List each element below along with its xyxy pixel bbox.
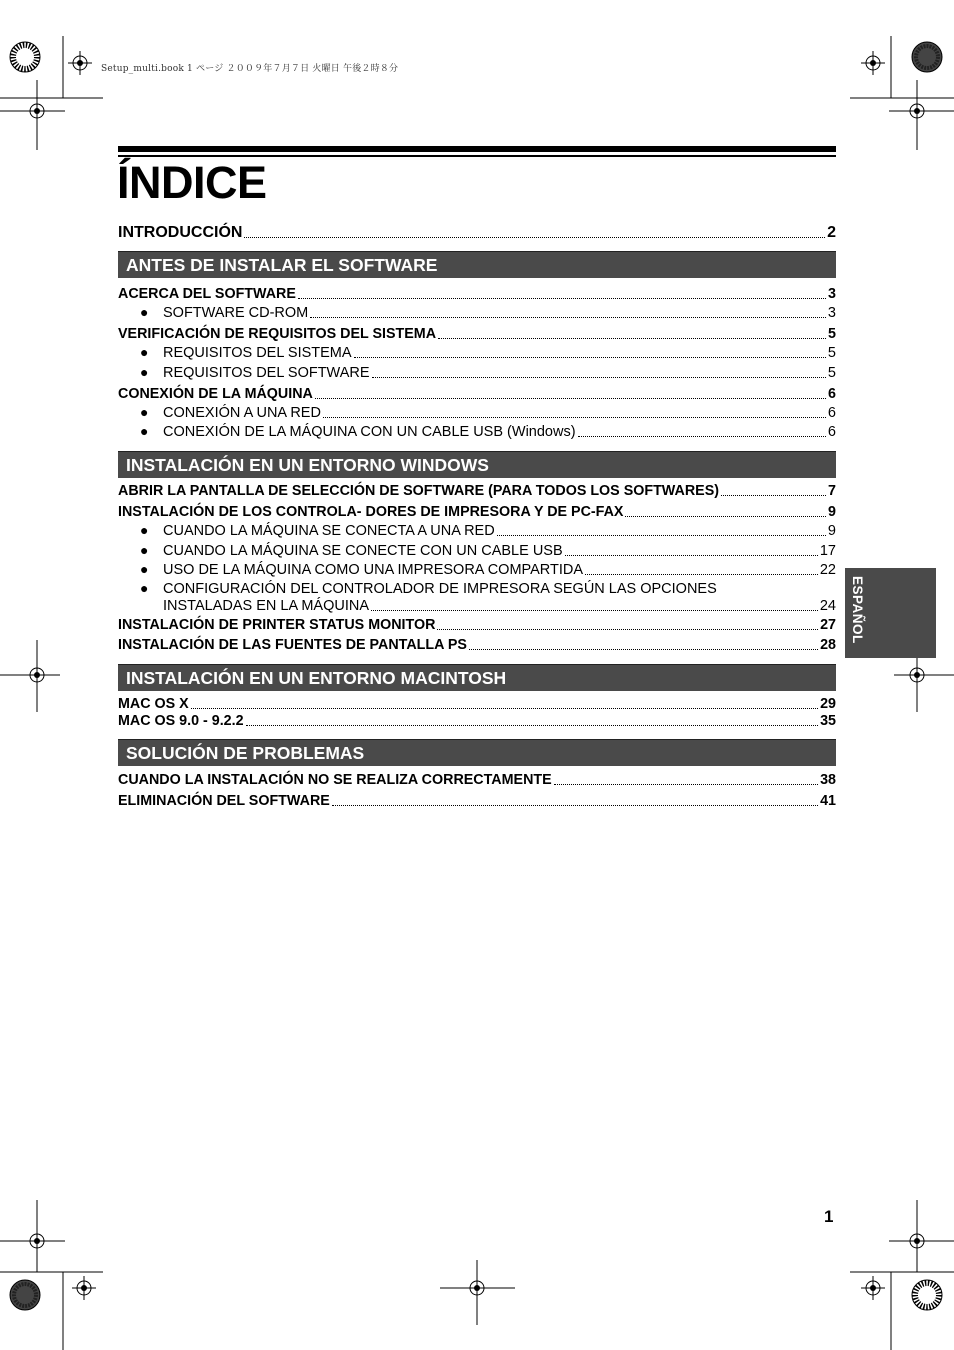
toc-entry[interactable] xyxy=(118,793,836,810)
toc-entry-label: CONEXIÓN DE LA MÁQUINA CON UN CABLE USB (Windows) xyxy=(163,424,576,440)
section-title: ANTES DE INSTALAR EL SOFTWARE xyxy=(126,255,438,275)
toc-entry-label: SOFTWARE CD-ROM xyxy=(163,305,309,321)
toc-entry-label: ELIMINACIÓN DEL SOFTWARE xyxy=(118,793,330,809)
toc-entry[interactable] xyxy=(118,696,836,713)
toc-entry-label: VERIFICACIÓN DE REQUISITOS DEL SISTEMA xyxy=(118,326,437,342)
toc-subentry[interactable] xyxy=(118,423,836,441)
toc-page-number: 29 xyxy=(820,696,836,712)
toc-page-number: 2 xyxy=(827,224,836,241)
toc-entry-label: MAC OS 9.0 - 9.2.2 xyxy=(118,713,244,729)
section-header xyxy=(118,451,836,478)
section-header xyxy=(118,251,836,278)
toc-subentry[interactable] xyxy=(118,542,836,560)
leader-dots xyxy=(578,436,826,437)
toc-subentry[interactable] xyxy=(118,344,836,362)
toc-page-number: 5 xyxy=(827,365,836,381)
leader-dots xyxy=(323,417,826,418)
toc-entry[interactable] xyxy=(118,286,836,303)
toc-page-number: 38 xyxy=(820,772,836,788)
leader-dots xyxy=(438,338,826,339)
leader-dots xyxy=(565,555,818,556)
toc-entry[interactable] xyxy=(118,326,836,343)
leader-dots xyxy=(244,237,825,238)
bullet-icon: ● xyxy=(140,542,149,558)
page-title: ÍNDICE xyxy=(117,157,267,208)
toc-subentry[interactable] xyxy=(118,522,836,540)
toc-entry-label: CUANDO LA MÁQUINA SE CONECTE CON UN CABLE USB xyxy=(163,543,563,559)
toc-entry[interactable] xyxy=(118,504,836,521)
leader-dots xyxy=(310,317,826,318)
leader-dots xyxy=(191,708,818,709)
leader-dots xyxy=(372,377,826,378)
bullet-icon: ● xyxy=(140,344,149,360)
toc-subentry-firstline[interactable] xyxy=(118,580,836,598)
toc-page-number: 3 xyxy=(828,286,836,302)
toc-page-number: 22 xyxy=(819,562,836,578)
toc-page-number: 41 xyxy=(820,793,836,809)
toc-entry[interactable] xyxy=(118,483,836,500)
toc-entry[interactable] xyxy=(118,617,836,634)
toc-page-number: 5 xyxy=(827,345,836,361)
language-tab-label: ESPAÑOL xyxy=(850,576,865,644)
toc-subentry[interactable] xyxy=(118,561,836,579)
toc-entry-label: MAC OS X xyxy=(118,696,189,712)
toc-page-number: 27 xyxy=(820,617,836,633)
toc-entry[interactable] xyxy=(118,772,836,789)
toc-page-number: 7 xyxy=(828,483,836,499)
bullet-icon: ● xyxy=(140,522,149,538)
leader-dots xyxy=(721,495,826,496)
toc-entry-label: INSTALACIÓN DE LAS FUENTES DE PANTALLA PS xyxy=(118,637,467,653)
bullet-icon: ● xyxy=(140,364,149,380)
toc-page-number: 6 xyxy=(827,424,836,440)
toc-subentry[interactable] xyxy=(118,364,836,382)
toc-page-number: 35 xyxy=(820,713,836,729)
toc-page-number: 6 xyxy=(828,386,836,402)
toc-page-number: 17 xyxy=(819,543,836,559)
section-title: SOLUCIÓN DE PROBLEMAS xyxy=(126,743,365,763)
toc-entry[interactable] xyxy=(118,713,836,730)
toc-entry-introduccion[interactable] xyxy=(118,223,836,242)
toc-page-number: 5 xyxy=(828,326,836,342)
toc-entry-label: INSTALACIÓN DE PRINTER STATUS MONITOR xyxy=(118,617,436,633)
leader-dots xyxy=(625,516,826,517)
toc-page-number: 9 xyxy=(827,523,836,539)
toc-entry-label: CONFIGURACIÓN DEL CONTROLADOR DE IMPRESORA SEGÚN LAS OPCIONES xyxy=(163,581,717,597)
toc-entry-label: USO DE LA MÁQUINA COMO UNA IMPRESORA COMPARTIDA xyxy=(163,562,584,578)
leader-dots xyxy=(469,649,818,650)
toc-page-number: 3 xyxy=(827,305,836,321)
toc-entry-label: INTRODUCCIÓN xyxy=(118,224,243,241)
bullet-icon: ● xyxy=(140,561,149,577)
bullet-icon: ● xyxy=(140,423,149,439)
toc-page-number: 24 xyxy=(819,598,836,614)
toc-page-number: 28 xyxy=(820,637,836,653)
bullet-icon: ● xyxy=(140,404,149,420)
toc-entry-label: INSTALACIÓN DE LOS CONTROLA- DORES DE IMPRESORA Y DE PC-FAX xyxy=(118,504,624,520)
toc-entry-label: CONEXIÓN DE LA MÁQUINA xyxy=(118,386,313,402)
section-header xyxy=(118,664,836,691)
toc-entry-label-continued: INSTALADAS EN LA MÁQUINA xyxy=(163,598,370,614)
toc-entry-label: CONEXIÓN A UNA RED xyxy=(163,405,321,421)
section-header xyxy=(118,739,836,766)
toc-entry[interactable] xyxy=(118,386,836,403)
toc-entry-label: ABRIR LA PANTALLA DE SELECCIÓN DE SOFTWARE (PARA TODOS LOS SOFTWARES) xyxy=(118,483,719,499)
title-rule-thick xyxy=(118,146,836,152)
leader-dots xyxy=(298,298,826,299)
leader-dots xyxy=(437,629,818,630)
section-title: INSTALACIÓN EN UN ENTORNO MACINTOSH xyxy=(126,668,507,688)
toc-entry[interactable] xyxy=(118,637,836,654)
leader-dots xyxy=(585,574,818,575)
toc-entry-label: CUANDO LA MÁQUINA SE CONECTA A UNA RED xyxy=(163,523,495,539)
toc-entry-label: REQUISITOS DEL SOFTWARE xyxy=(163,365,370,381)
toc-entry-label: CUANDO LA INSTALACIÓN NO SE REALIZA CORRECTAMENTE xyxy=(118,772,552,788)
page-number: 1 xyxy=(824,1207,834,1226)
toc-entry-label: REQUISITOS DEL SISTEMA xyxy=(163,345,352,361)
leader-dots xyxy=(315,398,826,399)
toc-entry-label: ACERCA DEL SOFTWARE xyxy=(118,286,296,302)
print-header-note: Setup_multi.book 1 ページ ２００９年７月７日 火曜日 午後２時８分 xyxy=(101,64,399,74)
toc-page-number: 9 xyxy=(828,504,836,520)
leader-dots xyxy=(371,610,818,611)
toc-page-number: 6 xyxy=(827,405,836,421)
leader-dots xyxy=(497,535,826,536)
bullet-icon: ● xyxy=(140,304,149,320)
toc-subentry[interactable] xyxy=(118,404,836,422)
leader-dots xyxy=(554,784,818,785)
toc-subentry[interactable] xyxy=(118,304,836,322)
language-side-tab xyxy=(845,568,936,658)
toc-subentry[interactable] xyxy=(118,598,836,615)
bullet-icon: ● xyxy=(140,580,149,596)
leader-dots xyxy=(246,725,819,726)
leader-dots xyxy=(354,357,826,358)
leader-dots xyxy=(332,805,818,806)
section-title: INSTALACIÓN EN UN ENTORNO WINDOWS xyxy=(126,455,489,475)
